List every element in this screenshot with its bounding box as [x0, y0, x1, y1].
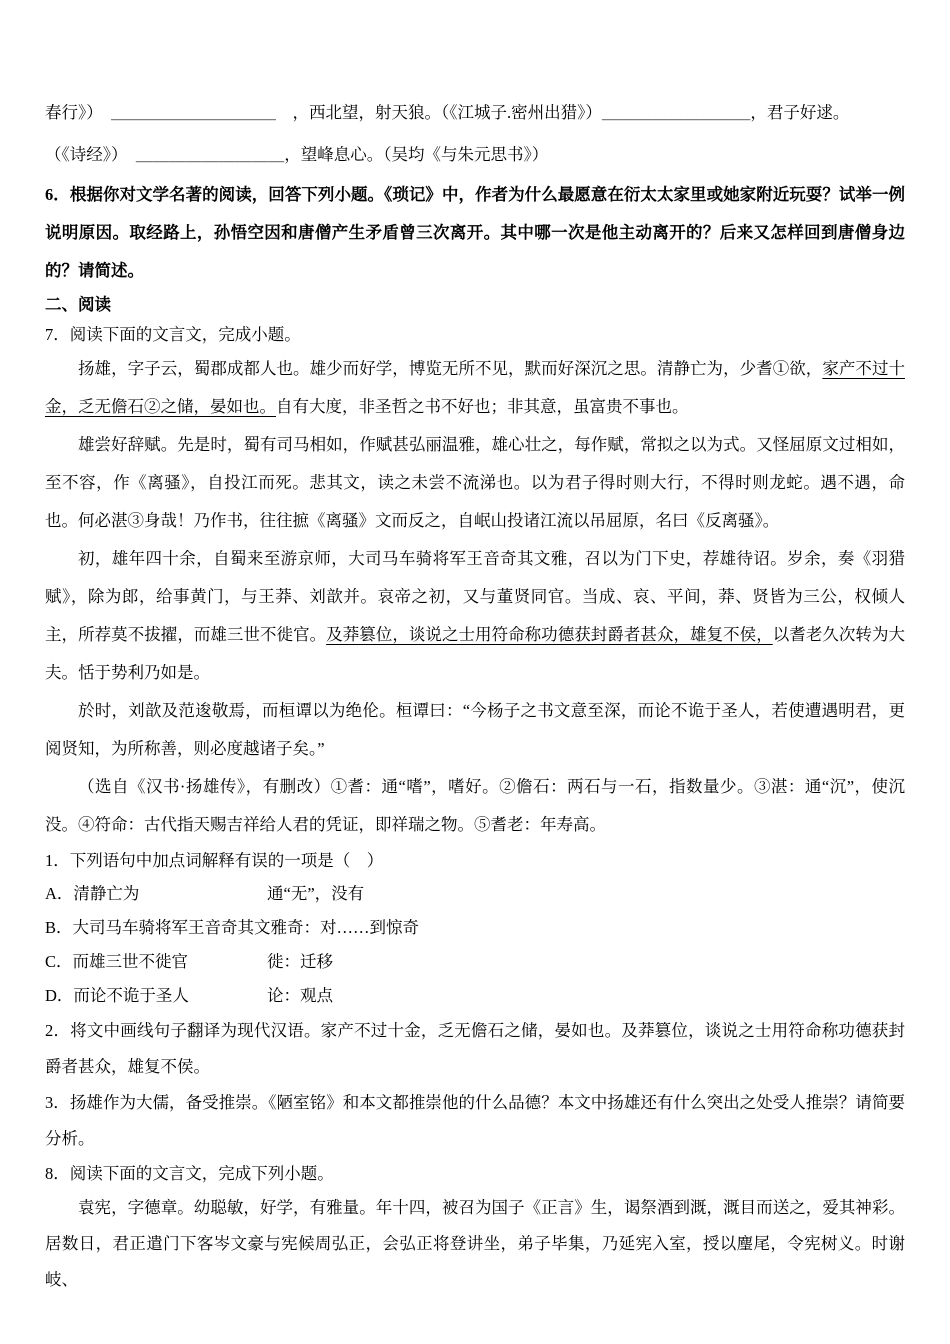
answer-blank: ＿＿＿＿＿＿＿＿＿＿ — [111, 103, 276, 122]
answer-blank: ＿＿＿＿＿＿＿＿＿ — [135, 145, 285, 164]
dictation-line2-post: ，望峰息心。（吴均《与朱元思书》） — [284, 145, 549, 164]
passage-paragraph-2: 雄尝好辞赋。先是时，蜀有司马相如，作赋甚弘丽温雅，雄心壮之，每作赋，常拟之以为式。又怪屈原文过相如，至不容，作《离骚》，自投江而死。悲其文，读之未尝不流涕也。以为君子得时则大行，不得时则龙蛇。遇不遇，命也。何必湛③身哉！乃作书，往往摭《离骚》文而反之，自岷山投诸江流以吊屈原，名曰《反离骚》。 — [45, 435, 905, 530]
option-d — [45, 979, 905, 1013]
option-a-definition: 通“无”，没有 — [267, 884, 365, 903]
passage2-paragraph-1: 袁宪，字德章。幼聪敏，好学，有雅量。年十四，被召为国子《正言》生，谒祭酒到溉，溉目而送之，爱其神彩。居数日，君正遣门下客岑文豪与宪候周弘正，会弘正将登讲坐，弟子毕集，乃延宪入室，授以麈尾，令宪树义。时谢岐、 — [45, 1198, 905, 1289]
dictation-line-1 — [45, 92, 905, 134]
dictation-line1-post: ，君子好逑。 — [750, 103, 850, 122]
answer-blank: ＿＿＿＿＿＿＿＿＿ — [601, 103, 751, 122]
passage-p1-text: 扬雄，字子云，蜀郡成都人也。雄少而好学，博览无所不见，默而好深沉之思。清静亡为，少耆①欲， — [78, 359, 823, 378]
passage-p3-text: 初，雄年四十余，自蜀来至游京师，大司马车骑将军王音奇其文雅，召以为门下史，荐雄待诏。岁余，奏《羽猎赋》，除为郎，给事黄门，与王莽、刘歆并。哀帝之初，又与董贤同官。当成、哀、平间，莽、贤皆为三公，权倾人主，所荐莫不拔擢，而雄三世不徙官。 — [45, 549, 905, 644]
option-a-text: A．清静亡为 — [45, 884, 140, 903]
dictation-line1-pre: 春行》） — [45, 103, 111, 122]
passage-paragraph-4: 於时，刘歆及范逡敬焉，而桓谭以为绝伦。桓谭曰：“今杨子之书文意至深，而论不诡于圣人，若使遭遇明君，更阅贤知，为所称善，则必度越诸子矣。” — [45, 701, 905, 758]
option-d-text: D．而论不诡于圣人 — [45, 986, 189, 1005]
dictation-line2-pre: （《诗经》） — [45, 145, 136, 164]
passage-p3-text-end: 以耆老久次转为大夫。恬于势利乃如是。 — [45, 625, 906, 682]
option-a — [45, 877, 905, 911]
sub-question-3-text: 3．扬雄作为大儒，备受推崇。《陋室铭》和本文都推崇他的什么品德？本文中扬雄还有什么突出之处受人推崇？请简要分析。 — [45, 1093, 905, 1148]
sub-question-1-prompt: 1．下列语句中加点词解释有误的一项是（ ） — [45, 851, 384, 870]
section-heading-reading: 二、阅读 — [45, 295, 111, 314]
passage-source-note: （选自《汉书·扬雄传》，有删改）①耆：通“嗜”，嗜好。②儋石：两石与一石，指数量少。③湛：通“沉”，使沉没。④符命：古代指天赐吉祥给人君的凭证，即祥瑞之物。⑤耆老：年寿高。 — [45, 777, 905, 834]
dictation-line-2 — [45, 134, 905, 176]
passage-p1-text-end: 自有大度，非圣哲之书不好也；非其意，虽富贵不事也。 — [276, 397, 689, 416]
option-b — [45, 911, 905, 945]
option-b-definition: 奇：对……到惊奇 — [287, 918, 420, 937]
passage-paragraph-3 — [45, 540, 905, 692]
option-d-definition: 论：观点 — [267, 986, 333, 1005]
question-6-text: 6．根据你对文学名著的阅读，回答下列小题。《琐记》中，作者为什么最愿意在衍太太家里或她家附近玩耍？试举一例说明原因。取经路上，孙悟空因和唐僧产生矛盾曾三次离开。其中哪一次是他主动离开的？后来又怎样回到唐僧身边的？请简述。 — [45, 185, 905, 280]
dictation-line1-mid: ，西北望，射天狼。（《江城子.密州出猎》） — [276, 103, 602, 122]
sub-question-2-text: 2．将文中画线句子翻译为现代汉语。家产不过十金，乏无儋石之储，晏如也。及莽篡位，谈说之士用符命称功德获封爵者甚众，雄复不侯。 — [45, 1021, 905, 1076]
underlined-sentence-2: 及莽篡位，谈说之士用符命称功德获封爵者甚众，雄复不侯， — [326, 625, 773, 644]
option-c-definition: 徙：迁移 — [267, 952, 333, 971]
option-c — [45, 945, 905, 979]
underlined-sentence-1: 家产不过十金，乏无儋石②之储，晏如也。 — [45, 359, 906, 416]
option-c-text: C．而雄三世不徙官 — [45, 952, 189, 971]
question-7-prompt: 7．阅读下面的文言文，完成小题。 — [45, 325, 301, 344]
option-b-text: B．大司马车骑将军王音奇其文雅 — [45, 918, 288, 937]
passage-paragraph-1 — [45, 350, 905, 426]
question-8-prompt: 8．阅读下面的文言文，完成下列小题。 — [45, 1164, 334, 1183]
